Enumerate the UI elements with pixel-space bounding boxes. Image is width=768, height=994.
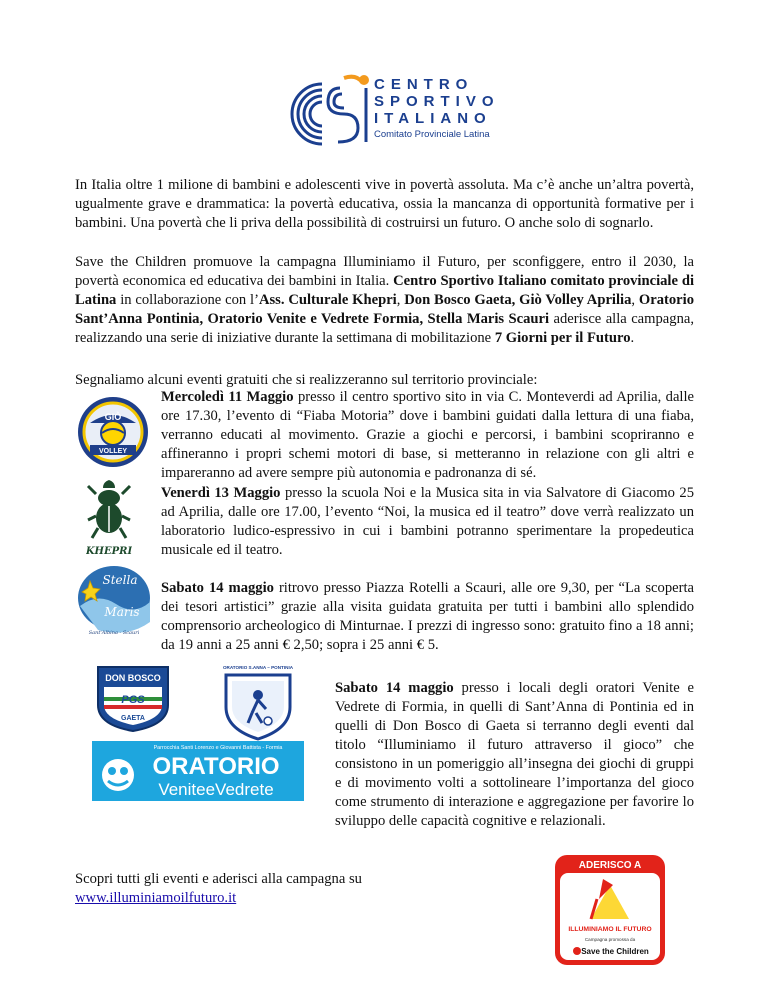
campaign-text: Save the Children promuove la campagna Illuminiamo il Futuro, per sconfiggere, entro il 2030, la povertà economica ed educativa dei bambini in Italia. [75, 254, 694, 289]
oratorio-santanna-logo-icon [212, 661, 304, 741]
oratorio-logo-toptext: Parrocchia Santi Lorenzo e Giovanni Battista - Formia [153, 745, 283, 751]
gio-logo-subtext: VOLLEY [98, 448, 128, 455]
event-3 [161, 579, 694, 655]
events-intro: Segnaliamo alcuni eventi gratuiti che si realizzeranno sul territorio provinciale: [75, 372, 538, 388]
campaign-bold-csi: Centro Sportivo Italiano comitato provinciale di Latina [75, 273, 694, 308]
aderisco-illuminiamo-badge-icon [555, 855, 665, 965]
event-3-text: ritrovo presso Piazza Rotelli a Scauri, alle ore 9,30, per “La scoperta dei tesori artistici” grazie alla visita guidata gratuita per tutti i bambini allo splendido comprensorio archeologico di Minturnae. I prezzi di ingresso sono: gratuito fino a 18 anni; da 19 anni a 25 anni € 2,50; sopra i 25 anni € 5. [161, 580, 694, 653]
campaign-text: . [630, 330, 635, 346]
logo-line-sportivo: SPORTIVO [374, 93, 500, 110]
aderisco-text: ADERISCO A [578, 860, 642, 871]
maris-logo-text: Maris [104, 605, 140, 619]
donbosco-gaeta-text: GAETA [121, 715, 145, 722]
event-4 [335, 679, 694, 831]
santanna-logo-text: ORATORIO S.ANNA – PONTINIA [222, 665, 294, 670]
gio-volley-logo-icon [76, 395, 150, 469]
campaign-paragraph [75, 253, 694, 348]
oratorio-logo-subtext: VeniteeVedrete [158, 780, 274, 799]
khepri-logo-text: KHEPRI [86, 546, 132, 557]
don-bosco-gaeta-logo-icon [96, 665, 170, 733]
event-4-date: Sabato 14 maggio [335, 680, 454, 696]
oratorio-venite-vedrete-logo-icon [92, 741, 304, 801]
donbosco-pgs-text: PGS [121, 694, 145, 706]
campaign-bold-donbosco: Don Bosco Gaeta, Giò Volley Aprilia [404, 292, 632, 308]
donbosco-logo-text: DON BOSCO [105, 673, 161, 683]
khepri-scarab-logo-icon [86, 476, 132, 558]
event-2-date: Venerdì 13 Maggio [161, 485, 281, 501]
campaign-text: , [631, 292, 639, 308]
csi-emblem-icon [278, 72, 374, 152]
footer-call-to-action: Scopri tutti gli eventi e aderisci alla campagna su [75, 871, 362, 887]
logo-subtitle: Comitato Provinciale Latina [374, 129, 490, 140]
campaign-text: , [396, 292, 405, 308]
oratorio-logo-text: ORATORIO [152, 753, 280, 780]
promossa-text: Campagna promossa da [584, 937, 636, 942]
event-1-date: Mercoledì 11 Maggio [161, 389, 294, 405]
logo-line-italiano: ITALIANO [374, 110, 492, 127]
footer-text [75, 870, 405, 908]
intro-paragraph: In Italia oltre 1 milione di bambini e adolescenti vive in povertà assoluta. Ma c’è anche un’altra povertà, ugualmente grave e drammatica: la povertà educativa, ossia la mancanza di opportunità formative per i bambini. Una povertà che li priva della possibilità di costruirsi un futuro. O anche solo di sognarlo. [75, 177, 694, 231]
campaign-text: aderisce alla campagna, realizzando una serie di iniziative durante la settimana di mobilitazione [75, 311, 694, 346]
event-4-text: presso i locali degli oratori Venite e Vedrete di Formia, in quelli di Sant’Anna di Pontinia ed in quelli di Don Bosco di Gaeta si terranno degli eventi dal titolo “Illuminiamo il futuro attraverso il gioco” che consistono in un pomeriggio all’insegna dei giochi di gruppi e di movimento volti a sottolineare l’importanza del gioco come strumento di interazione e aggregazione per favorire lo sviluppo delle capacità cognitive e relazionali. [335, 680, 694, 829]
campaign-bold-7giorni: 7 Giorni per il Futuro [494, 330, 631, 346]
event-2-text: presso la scuola Noi e la Musica sita in via Salvatore di Giacomo 25 ad Aprilia, dalle ore 17.00, l’evento “Noi, la musica ed il teatro” dove verrà realizzato un laboratorio ludico-espressivo in cui i bambini potranno sperimentare la propedeutica musicale ed il teatro. [161, 485, 694, 558]
illuminiamo-text: ILLUMINIAMO IL FUTURO [568, 926, 652, 933]
stella-logo-text: Stella [102, 573, 138, 587]
save-the-children-text: Save the Children [581, 947, 649, 956]
event-1 [161, 388, 694, 483]
campaign-bold-khepri: Ass. Culturale Khepri [258, 292, 397, 308]
stella-maris-logo-icon [68, 562, 154, 640]
event-3-date: Sabato 14 maggio [161, 580, 274, 596]
campaign-website-link[interactable]: www.illuminiamoilfuturo.it [75, 890, 237, 906]
event-2 [161, 484, 694, 560]
stella-logo-subtext: Sant'Albina - Scauri [88, 630, 140, 636]
csi-logo [278, 72, 500, 152]
campaign-bold-oratori: Oratorio Sant’Anna Pontinia, Oratorio Venite e Vedrete Formia, Stella Maris Scauri [75, 292, 694, 327]
event-1-text: presso il centro sportivo sito in via C. Monteverdi ad Aprilia, dalle ore 17.30, l’evento di “Fiaba Motoria” dove i bambini guidati dalla lettura di una fiaba, verranno educati al movimento. Grazie a giochi e percorsi, i bambini scopriranno e affineranno i propri schemi motori di base, si metteranno in relazione con gli altri e impareranno ad avere sempre più autonomia e padronanza di sé. [161, 389, 695, 481]
logo-line-centro: CENTRO [374, 76, 474, 93]
gio-logo-text: GIÒ [104, 412, 122, 422]
campaign-text: in collaborazione con l’ [116, 292, 259, 308]
